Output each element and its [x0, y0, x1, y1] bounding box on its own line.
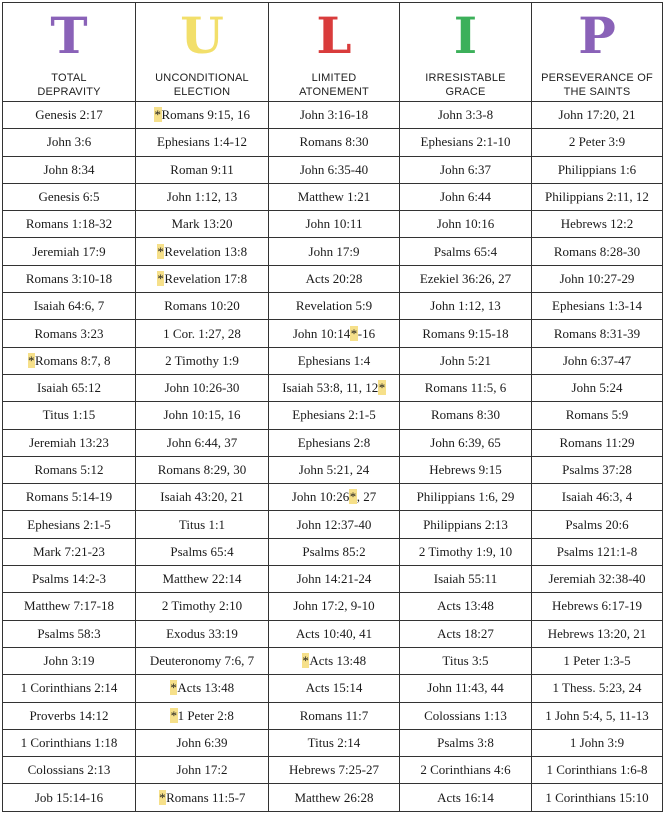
verse-cell-limited-atonement: Acts 15:14 [269, 675, 400, 702]
verse-cell-irresistable-grace: Hebrews 9:15 [400, 456, 532, 483]
verse-cell-unconditional-election: *1 Peter 2:8 [136, 702, 269, 729]
verse-cell-perseverance-of-the-saints: John 10:27-29 [532, 265, 663, 292]
highlight-asterisk: * [170, 707, 178, 723]
header-cell-perseverance-of-the-saints [532, 3, 663, 102]
verse-cell-limited-atonement: Revelation 5:9 [269, 293, 400, 320]
highlight-asterisk: * [349, 489, 357, 505]
verse-cell-limited-atonement: Acts 20:28 [269, 265, 400, 292]
verse-cell-unconditional-election: Isaiah 43:20, 21 [136, 484, 269, 511]
verse-cell-total-depravity: John 3:19 [3, 647, 136, 674]
verse-cell-irresistable-grace: John 5:21 [400, 347, 532, 374]
letter-p: P [578, 6, 616, 65]
verse-cell-irresistable-grace: John 10:16 [400, 211, 532, 238]
verse-cell-irresistable-grace: Romans 11:5, 6 [400, 374, 532, 401]
table-row [3, 566, 663, 593]
verse-cell-limited-atonement: Matthew 1:21 [269, 183, 400, 210]
highlight-asterisk: * [350, 325, 358, 341]
verse-cell-irresistable-grace: Isaiah 55:11 [400, 566, 532, 593]
verse-cell-perseverance-of-the-saints: Philippians 2:11, 12 [532, 183, 663, 210]
table-row [3, 183, 663, 210]
verse-cell-total-depravity: Romans 1:18-32 [3, 211, 136, 238]
verse-cell-total-depravity: Ephesians 2:1-5 [3, 511, 136, 538]
verse-cell-unconditional-election: John 1:12, 13 [136, 183, 269, 210]
verse-cell-total-depravity: Jeremiah 13:23 [3, 429, 136, 456]
table-row [3, 211, 663, 238]
verse-cell-total-depravity: Job 15:14-16 [3, 784, 136, 811]
verse-cell-unconditional-election: Matthew 22:14 [136, 566, 269, 593]
verse-cell-irresistable-grace: Philippians 2:13 [400, 511, 532, 538]
letter-i: I [453, 6, 478, 65]
verse-cell-perseverance-of-the-saints: Jeremiah 32:38-40 [532, 566, 663, 593]
verse-cell-irresistable-grace: 2 Timothy 1:9, 10 [400, 538, 532, 565]
highlight-asterisk: * [28, 352, 35, 368]
verse-cell-total-depravity: Psalms 58:3 [3, 620, 136, 647]
verse-cell-irresistable-grace: Ephesians 2:1-10 [400, 129, 532, 156]
verse-cell-perseverance-of-the-saints: 1 John 5:4, 5, 11-13 [532, 702, 663, 729]
verse-cell-irresistable-grace: John 11:43, 44 [400, 675, 532, 702]
verse-cell-irresistable-grace: John 6:44 [400, 183, 532, 210]
verse-cell-total-depravity: Romans 5:14-19 [3, 484, 136, 511]
table-row [3, 265, 663, 292]
table-row [3, 429, 663, 456]
table-row [3, 784, 663, 811]
verse-cell-perseverance-of-the-saints: Hebrews 13:20, 21 [532, 620, 663, 647]
verse-cell-irresistable-grace: Acts 18:27 [400, 620, 532, 647]
highlight-asterisk: * [157, 270, 164, 286]
verse-cell-limited-atonement: John 10:14*-16 [269, 320, 400, 347]
verse-cell-total-depravity: John 3:6 [3, 129, 136, 156]
header-label-perseverance-of-the-saints: PERSEVERANCE OF THE SAINTS [541, 72, 653, 98]
verse-cell-irresistable-grace: John 1:12, 13 [400, 293, 532, 320]
table-row [3, 129, 663, 156]
verse-cell-total-depravity: Proverbs 14:12 [3, 702, 136, 729]
verse-cell-perseverance-of-the-saints: John 6:37-47 [532, 347, 663, 374]
verse-cell-limited-atonement: Romans 11:7 [269, 702, 400, 729]
verse-cell-irresistable-grace: Titus 3:5 [400, 647, 532, 674]
table-row [3, 156, 663, 183]
verse-cell-perseverance-of-the-saints: 2 Peter 3:9 [532, 129, 663, 156]
table-row [3, 402, 663, 429]
verse-cell-unconditional-election: Roman 9:11 [136, 156, 269, 183]
verse-cell-limited-atonement: John 12:37-40 [269, 511, 400, 538]
table-row [3, 729, 663, 756]
verse-cell-perseverance-of-the-saints: 1 Corinthians 1:6-8 [532, 757, 663, 784]
verse-cell-limited-atonement: *Acts 13:48 [269, 647, 400, 674]
verse-cell-irresistable-grace: Romans 9:15-18 [400, 320, 532, 347]
verse-cell-perseverance-of-the-saints: 1 John 3:9 [532, 729, 663, 756]
verse-cell-perseverance-of-the-saints: John 17:20, 21 [532, 102, 663, 129]
verse-cell-unconditional-election: Exodus 33:19 [136, 620, 269, 647]
verse-cell-total-depravity: Mark 7:21-23 [3, 538, 136, 565]
verse-cell-total-depravity: 1 Corinthians 2:14 [3, 675, 136, 702]
verse-cell-limited-atonement: John 6:35-40 [269, 156, 400, 183]
verse-cell-total-depravity: Jeremiah 17:9 [3, 238, 136, 265]
verse-cell-total-depravity: Isaiah 65:12 [3, 374, 136, 401]
verse-cell-limited-atonement: Psalms 85:2 [269, 538, 400, 565]
verse-cell-perseverance-of-the-saints: Romans 8:31-39 [532, 320, 663, 347]
verse-cell-perseverance-of-the-saints: Romans 11:29 [532, 429, 663, 456]
verse-cell-total-depravity: Romans 5:12 [3, 456, 136, 483]
table-row [3, 238, 663, 265]
highlight-asterisk: * [170, 680, 177, 696]
verse-cell-unconditional-election: 1 Cor. 1:27, 28 [136, 320, 269, 347]
table-row [3, 374, 663, 401]
verse-cell-total-depravity: Genesis 2:17 [3, 102, 136, 129]
verse-cell-total-depravity: *Romans 8:7, 8 [3, 347, 136, 374]
verse-cell-unconditional-election: *Romans 9:15, 16 [136, 102, 269, 129]
verse-cell-limited-atonement: Acts 10:40, 41 [269, 620, 400, 647]
verse-cell-limited-atonement: Ephesians 1:4 [269, 347, 400, 374]
highlight-asterisk: * [302, 653, 309, 669]
verse-cell-limited-atonement: John 17:2, 9-10 [269, 593, 400, 620]
verse-cell-perseverance-of-the-saints: Psalms 121:1-8 [532, 538, 663, 565]
highlight-asterisk: * [159, 789, 166, 805]
highlight-asterisk: * [157, 243, 164, 259]
table-row [3, 293, 663, 320]
verse-cell-limited-atonement: John 3:16-18 [269, 102, 400, 129]
letter-l: L [316, 6, 352, 65]
verse-cell-unconditional-election: Romans 10:20 [136, 293, 269, 320]
verse-cell-total-depravity: Psalms 14:2-3 [3, 566, 136, 593]
header-row [3, 3, 663, 102]
table-row [3, 347, 663, 374]
verse-cell-irresistable-grace: Acts 16:14 [400, 784, 532, 811]
verse-cell-unconditional-election: *Revelation 13:8 [136, 238, 269, 265]
verse-cell-limited-atonement: John 10:11 [269, 211, 400, 238]
verse-cell-unconditional-election: John 6:44, 37 [136, 429, 269, 456]
verse-cell-unconditional-election: *Romans 11:5-7 [136, 784, 269, 811]
verse-cell-perseverance-of-the-saints: John 5:24 [532, 374, 663, 401]
highlight-asterisk: * [378, 380, 386, 396]
verse-cell-irresistable-grace: John 3:3-8 [400, 102, 532, 129]
verse-cell-irresistable-grace: Ezekiel 36:26, 27 [400, 265, 532, 292]
verse-cell-perseverance-of-the-saints: Hebrews 6:17-19 [532, 593, 663, 620]
verse-cell-unconditional-election: Deuteronomy 7:6, 7 [136, 647, 269, 674]
tulip-table [2, 2, 663, 812]
verse-cell-perseverance-of-the-saints: 1 Peter 1:3-5 [532, 647, 663, 674]
verse-cell-limited-atonement: John 14:21-24 [269, 566, 400, 593]
verse-cell-perseverance-of-the-saints: Philippians 1:6 [532, 156, 663, 183]
verse-cell-irresistable-grace: John 6:39, 65 [400, 429, 532, 456]
verse-cell-perseverance-of-the-saints: Psalms 20:6 [532, 511, 663, 538]
header-label-irresistable-grace: IRRESISTABLE GRACE [425, 72, 506, 98]
verse-cell-limited-atonement: Titus 2:14 [269, 729, 400, 756]
verse-cell-limited-atonement: Hebrews 7:25-27 [269, 757, 400, 784]
verse-cell-irresistable-grace: Acts 13:48 [400, 593, 532, 620]
verse-cell-unconditional-election: Ephesians 1:4-12 [136, 129, 269, 156]
header-cell-limited-atonement [269, 3, 400, 102]
verse-cell-irresistable-grace: Psalms 65:4 [400, 238, 532, 265]
verse-cell-unconditional-election: Psalms 65:4 [136, 538, 269, 565]
header-cell-total-depravity [3, 3, 136, 102]
verse-cell-irresistable-grace: Philippians 1:6, 29 [400, 484, 532, 511]
verse-cell-perseverance-of-the-saints: Hebrews 12:2 [532, 211, 663, 238]
verse-cell-perseverance-of-the-saints: 1 Thess. 5:23, 24 [532, 675, 663, 702]
tulip-chart [2, 2, 662, 817]
header-cell-irresistable-grace [400, 3, 532, 102]
verse-cell-irresistable-grace: John 6:37 [400, 156, 532, 183]
verse-cell-perseverance-of-the-saints: Romans 8:28-30 [532, 238, 663, 265]
verse-cell-unconditional-election: *Revelation 17:8 [136, 265, 269, 292]
table-row [3, 456, 663, 483]
table-row [3, 538, 663, 565]
verse-cell-total-depravity: John 8:34 [3, 156, 136, 183]
verse-cell-limited-atonement: Matthew 26:28 [269, 784, 400, 811]
verse-cell-irresistable-grace: Colossians 1:13 [400, 702, 532, 729]
verse-cell-unconditional-election: Romans 8:29, 30 [136, 456, 269, 483]
verse-cell-total-depravity: 1 Corinthians 1:18 [3, 729, 136, 756]
verse-cell-limited-atonement: John 10:26*, 27 [269, 484, 400, 511]
header-label-total-depravity: TOTAL DEPRAVITY [37, 72, 101, 98]
table-row [3, 102, 663, 129]
table-row [3, 511, 663, 538]
verse-cell-perseverance-of-the-saints: Psalms 37:28 [532, 456, 663, 483]
verse-cell-total-depravity: Isaiah 64:6, 7 [3, 293, 136, 320]
verse-cell-unconditional-election: John 10:15, 16 [136, 402, 269, 429]
table-row [3, 757, 663, 784]
table-row [3, 675, 663, 702]
verse-cell-irresistable-grace: Romans 8:30 [400, 402, 532, 429]
verse-cell-unconditional-election: Mark 13:20 [136, 211, 269, 238]
verse-cell-total-depravity: Matthew 7:17-18 [3, 593, 136, 620]
verse-cell-limited-atonement: Ephesians 2:1-5 [269, 402, 400, 429]
table-row [3, 620, 663, 647]
verse-cell-irresistable-grace: 2 Corinthians 4:6 [400, 757, 532, 784]
verse-cell-perseverance-of-the-saints: Romans 5:9 [532, 402, 663, 429]
verse-cell-total-depravity: Titus 1:15 [3, 402, 136, 429]
table-row [3, 702, 663, 729]
verse-cell-unconditional-election: John 6:39 [136, 729, 269, 756]
verse-cell-unconditional-election: 2 Timothy 2:10 [136, 593, 269, 620]
verse-cell-perseverance-of-the-saints: 1 Corinthians 15:10 [532, 784, 663, 811]
letter-u: U [180, 6, 224, 65]
table-row [3, 647, 663, 674]
verse-cell-limited-atonement: Ephesians 2:8 [269, 429, 400, 456]
verse-cell-irresistable-grace: Psalms 3:8 [400, 729, 532, 756]
verse-cell-perseverance-of-the-saints: Ephesians 1:3-14 [532, 293, 663, 320]
verse-cell-unconditional-election: John 10:26-30 [136, 374, 269, 401]
table-row [3, 484, 663, 511]
verse-cell-unconditional-election: Titus 1:1 [136, 511, 269, 538]
verse-cell-limited-atonement: John 17:9 [269, 238, 400, 265]
verse-cell-limited-atonement: Romans 8:30 [269, 129, 400, 156]
verse-cell-total-depravity: Colossians 2:13 [3, 757, 136, 784]
header-label-unconditional-election: UNCONDITIONAL ELECTION [155, 72, 249, 98]
verse-cell-perseverance-of-the-saints: Isaiah 46:3, 4 [532, 484, 663, 511]
verse-cell-limited-atonement: John 5:21, 24 [269, 456, 400, 483]
verse-cell-unconditional-election: 2 Timothy 1:9 [136, 347, 269, 374]
table-row [3, 593, 663, 620]
table-row [3, 320, 663, 347]
verse-cell-total-depravity: Genesis 6:5 [3, 183, 136, 210]
verse-cell-unconditional-election: John 17:2 [136, 757, 269, 784]
header-cell-unconditional-election [136, 3, 269, 102]
verse-cell-unconditional-election: *Acts 13:48 [136, 675, 269, 702]
header-label-limited-atonement: LIMITED ATONEMENT [299, 72, 369, 98]
letter-t: T [50, 6, 88, 65]
highlight-asterisk: * [154, 107, 161, 123]
verse-cell-total-depravity: Romans 3:23 [3, 320, 136, 347]
verse-cell-total-depravity: Romans 3:10-18 [3, 265, 136, 292]
verse-cell-limited-atonement: Isaiah 53:8, 11, 12* [269, 374, 400, 401]
